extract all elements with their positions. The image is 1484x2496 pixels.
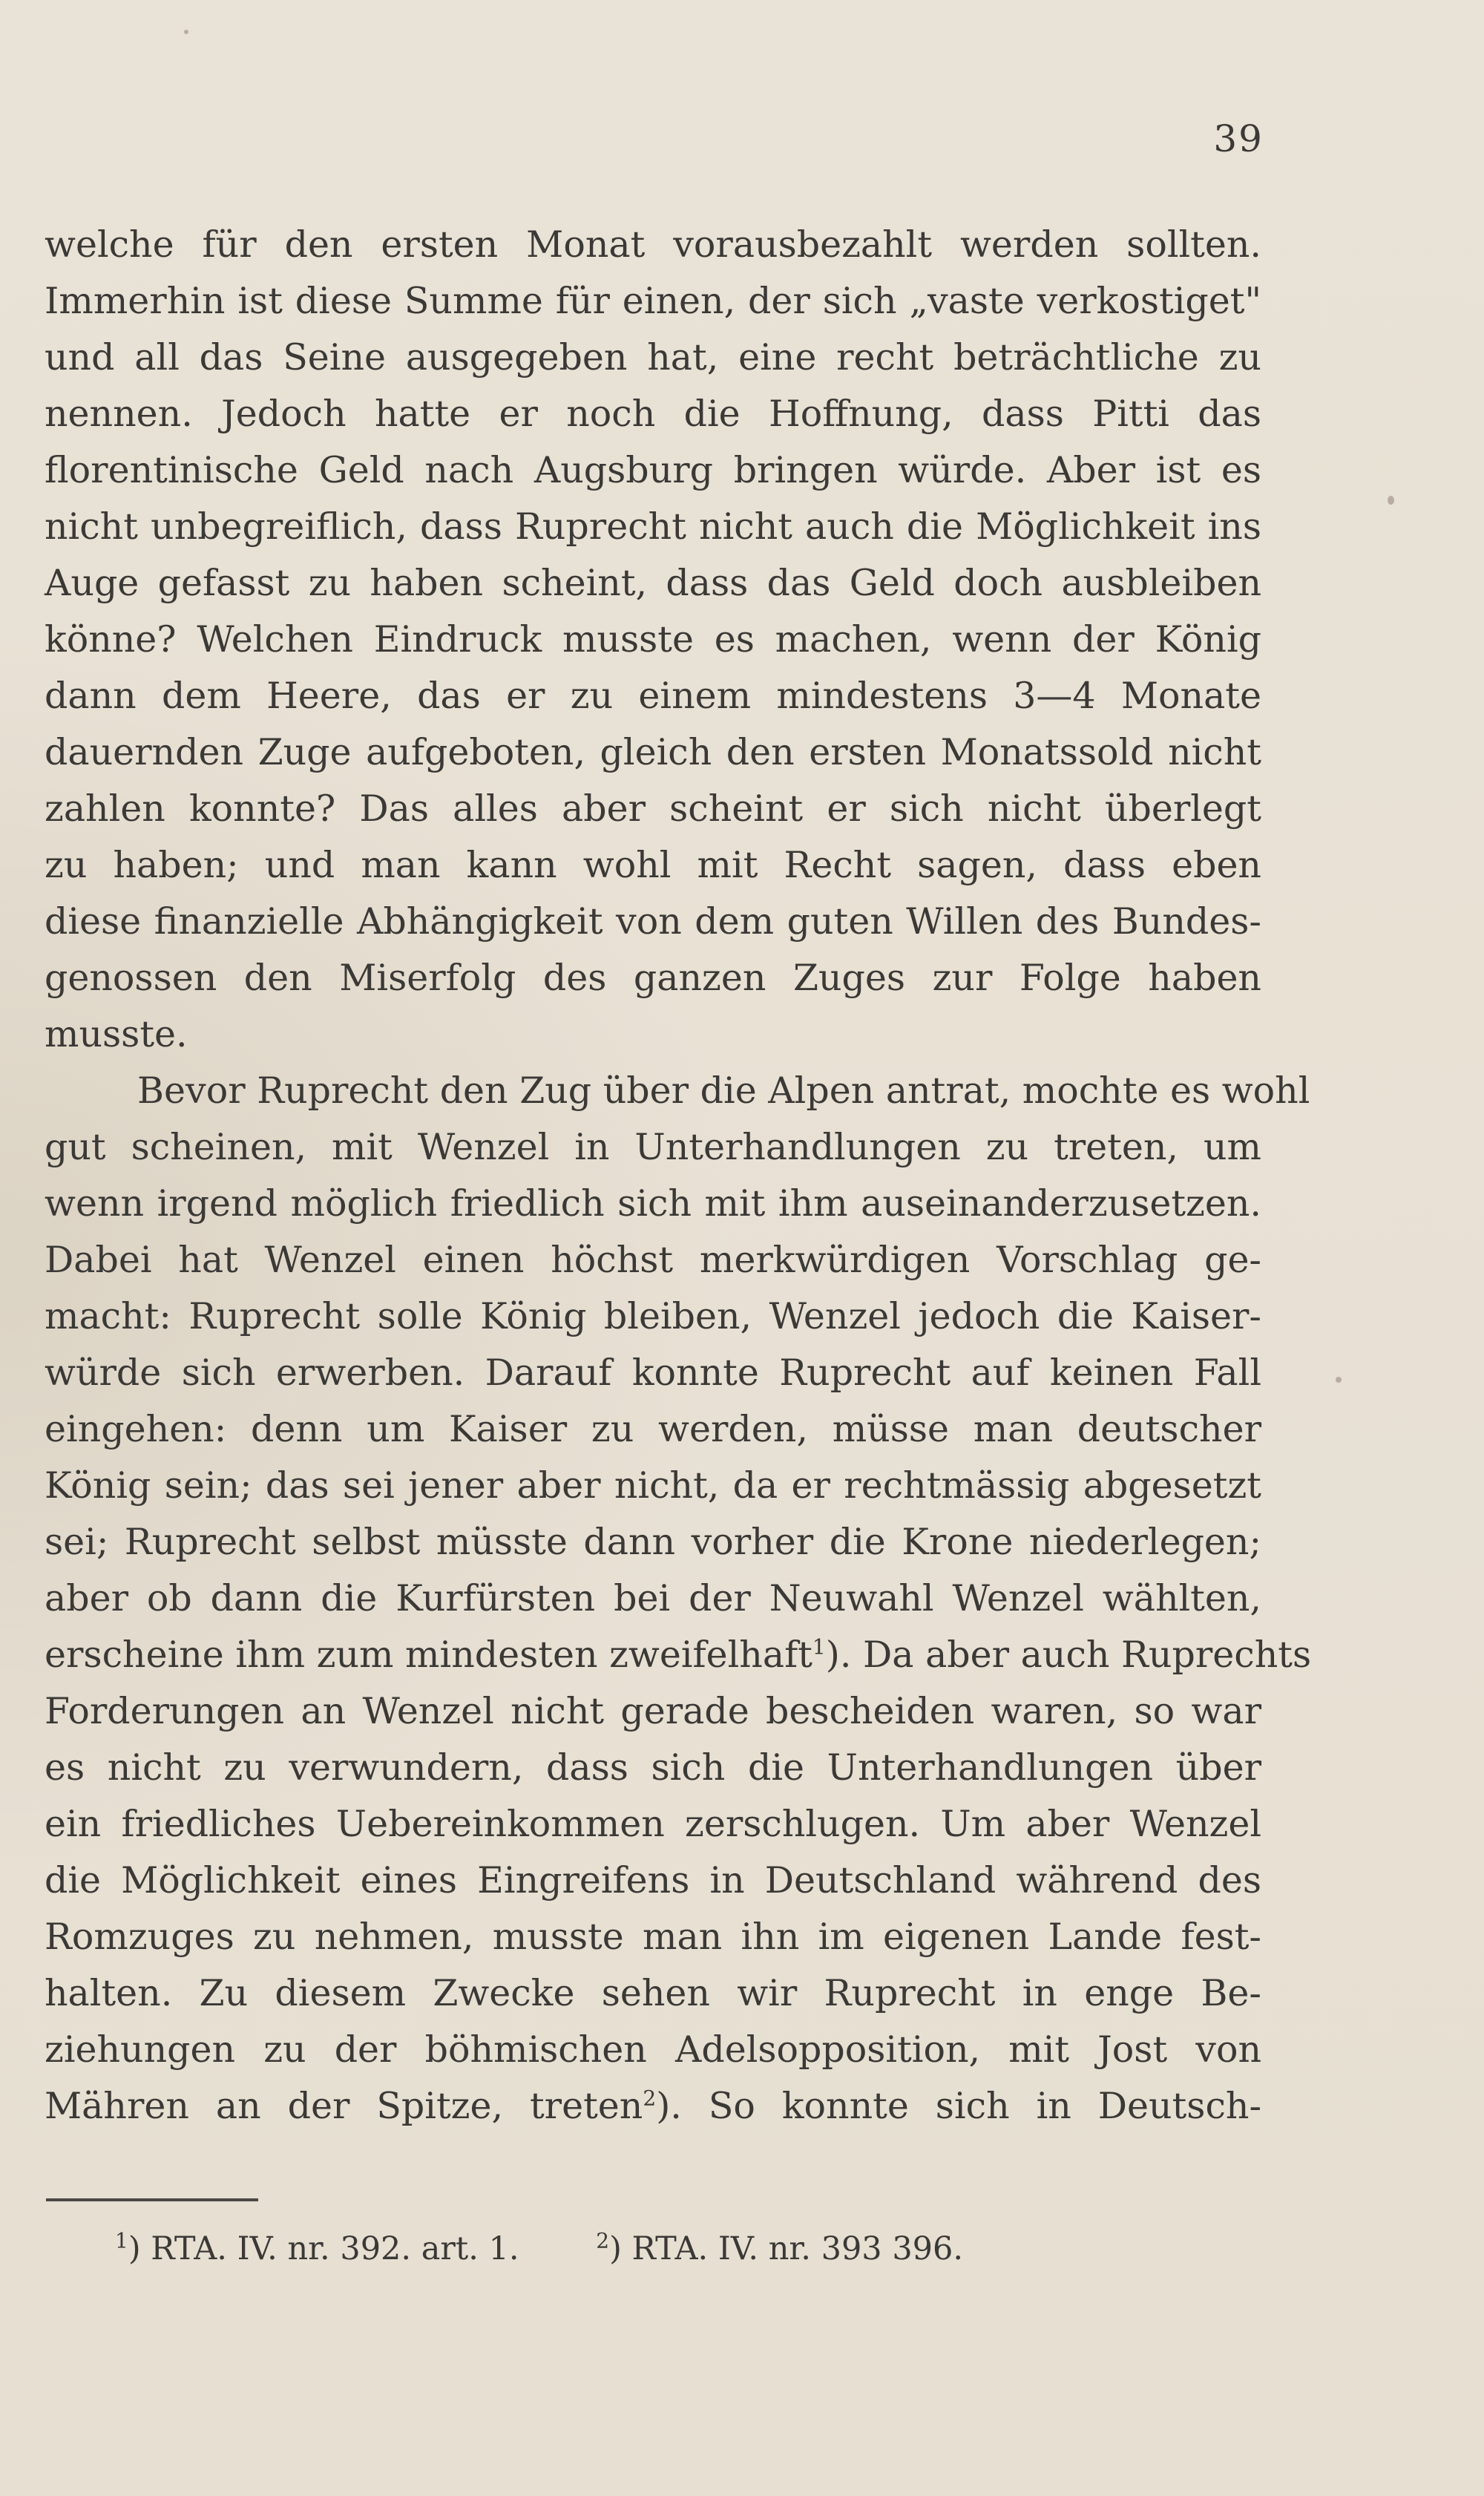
- text-line: ein friedliches Uebereinkommen zerschlugen. Um aber Wenzel: [45, 1803, 1261, 1845]
- paper-speck: [1388, 496, 1394, 505]
- text-line-paragraph-start: Bevor Ruprecht den Zug über die Alpen antrat, mochte es wohl: [137, 1070, 1310, 1112]
- text-line: wenn irgend möglich friedlich sich mit ihm auseinanderzusetzen.: [45, 1182, 1261, 1225]
- text-segment: erscheine ihm zum mindesten zweifelhaft: [45, 1634, 812, 1676]
- footnote-ref[interactable]: 2: [643, 2086, 657, 2111]
- footnote-text: ) RTA. IV. nr. 392. art. 1.: [128, 2230, 519, 2267]
- text-line: dauernden Zuge aufgeboten, gleich den ersten Monatssold nicht: [45, 731, 1261, 773]
- text-line: florentinische Geld nach Augsburg bringen würde. Aber ist es: [45, 449, 1261, 491]
- text-line: dann dem Heere, das er zu einem mindestens 3—4 Monate: [45, 675, 1261, 717]
- footnote-text: ) RTA. IV. nr. 393 396.: [609, 2230, 964, 2267]
- footnote-ref[interactable]: 1: [812, 1634, 826, 1660]
- text-line: die Möglichkeit eines Eingreifens in Deutschland während des: [45, 1859, 1261, 1902]
- footnote-mark: 2: [596, 2228, 610, 2253]
- text-line: nicht unbegreiflich, dass Ruprecht nicht auch die Möglichkeit ins: [45, 505, 1261, 548]
- text-line-paragraph-end: musste.: [45, 1013, 188, 1055]
- footnote-2: [596, 2227, 963, 2271]
- text-line: zahlen konnte? Das alles aber scheint er sich nicht überlegt: [45, 787, 1261, 830]
- text-line-with-footnote-ref: [45, 2078, 1261, 2135]
- text-line: zu haben; und man kann wohl mit Recht sagen, dass eben: [45, 844, 1261, 886]
- paper-speck: [1336, 1377, 1342, 1383]
- text-segment: Mähren an der Spitze, treten: [45, 2085, 643, 2127]
- text-line: König sein; das sei jener aber nicht, da er rechtmässig abgesetzt: [45, 1464, 1261, 1507]
- text-line: es nicht zu verwundern, dass sich die Unterhandlungen über: [45, 1746, 1261, 1789]
- text-line: Romzuges zu nehmen, musste man ihn im eigenen Lande fest-: [45, 1916, 1261, 1958]
- text-line: macht: Ruprecht solle König bleiben, Wenzel jedoch die Kaiser-: [45, 1295, 1261, 1337]
- text-line: gut scheinen, mit Wenzel in Unterhandlungen zu treten, um: [45, 1126, 1261, 1168]
- footnote-1: [115, 2227, 519, 2271]
- footnote-mark: 1: [115, 2228, 128, 2253]
- text-line: halten. Zu diesem Zwecke sehen wir Ruprecht in enge Be-: [45, 1972, 1261, 2014]
- page-number: 39: [1213, 117, 1264, 160]
- text-line: eingehen: denn um Kaiser zu werden, müsse man deutscher: [45, 1408, 1261, 1450]
- text-line: Dabei hat Wenzel einen höchst merkwürdigen Vorschlag ge-: [45, 1239, 1261, 1281]
- body-text: [45, 217, 1312, 2135]
- text-line: und all das Seine ausgegeben hat, eine recht beträchtliche zu: [45, 336, 1261, 379]
- text-segment: ). Da aber auch Ruprechts: [825, 1634, 1312, 1676]
- text-line: könne? Welchen Eindruck musste es machen, wenn der König: [45, 618, 1261, 661]
- footnotes: [115, 2227, 963, 2271]
- footnote-divider: [46, 2198, 258, 2201]
- text-line: Immerhin ist diese Summe für einen, der sich „vaste verkostiget": [45, 280, 1261, 322]
- text-line: welche für den ersten Monat vorausbezahlt werden sollten.: [45, 223, 1261, 266]
- text-line-with-footnote-ref: [45, 1627, 1312, 1683]
- text-line: würde sich erwerben. Darauf konnte Ruprecht auf keinen Fall: [45, 1352, 1261, 1394]
- text-line: sei; Ruprecht selbst müsste dann vorher die Krone niederlegen;: [45, 1521, 1261, 1563]
- text-line: nennen. Jedoch hatte er noch die Hoffnung, dass Pitti das: [45, 393, 1261, 435]
- text-line: Auge gefasst zu haben scheint, dass das Geld doch ausbleiben: [45, 562, 1261, 604]
- text-line: diese finanzielle Abhängigkeit von dem guten Willen des Bundes-: [45, 900, 1261, 943]
- text-line: genossen den Miserfolg des ganzen Zuges zur Folge haben: [45, 957, 1261, 999]
- paper-speck: [184, 30, 188, 34]
- text-line: Forderungen an Wenzel nicht gerade bescheiden waren, so war: [45, 1690, 1261, 1732]
- text-segment: ). So konnte sich in Deutsch-: [656, 2085, 1262, 2127]
- text-line: ziehungen zu der böhmischen Adelsopposition, mit Jost von: [45, 2028, 1261, 2071]
- text-line: aber ob dann die Kurfürsten bei der Neuwahl Wenzel wählten,: [45, 1577, 1261, 1619]
